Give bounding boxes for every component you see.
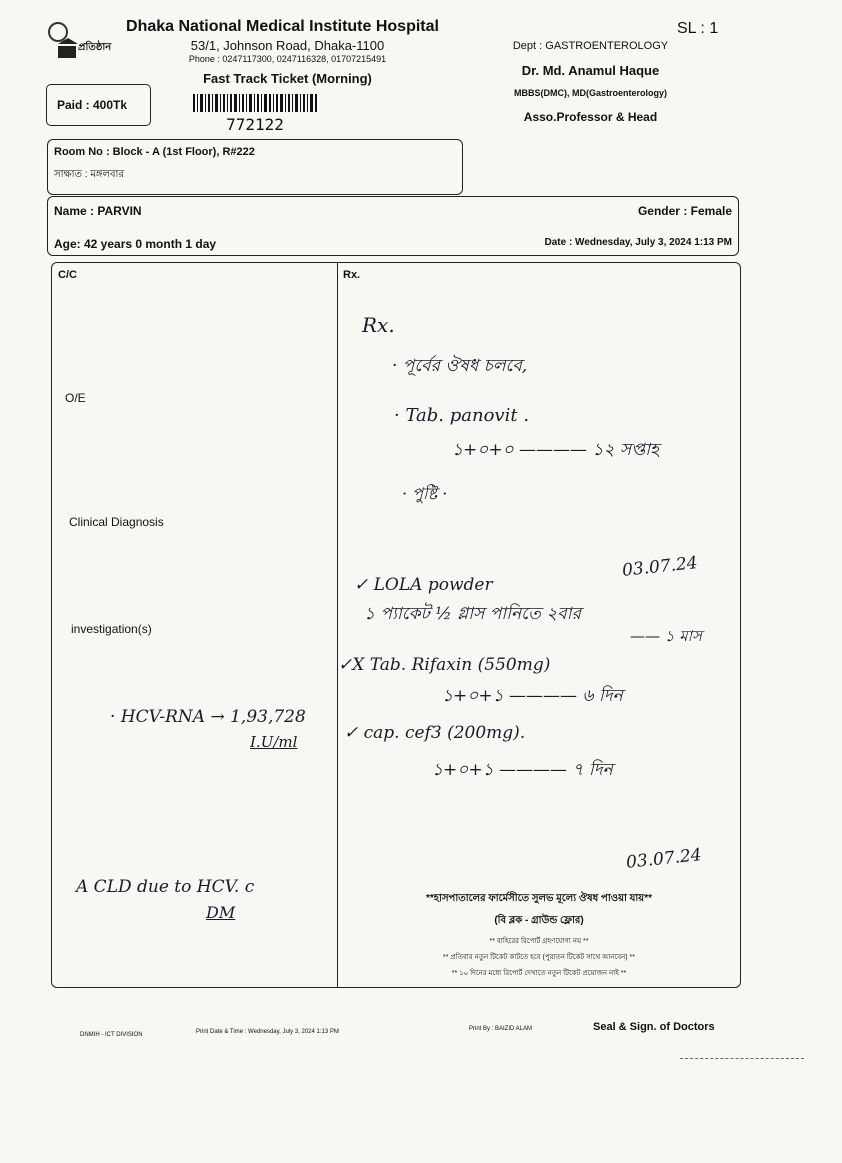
footer-division: DNMIH - ICT DIVISION (80, 1032, 143, 1038)
handwritten-rx-line: ১+০+০ ———— ১২ সপ্তাহ (452, 440, 659, 460)
handwritten-rx-line: ✓X Tab. Rifaxin (550mg) (338, 655, 551, 675)
doctor-name: Dr. Md. Anamul Haque (521, 63, 660, 78)
doctor-degrees: MBBS(DMC), MD(Gastroenterology) (514, 88, 667, 98)
handwritten-signature: 03.07.24 (625, 845, 703, 873)
visit-date: Date : Wednesday, July 3, 2024 1:13 PM (544, 237, 732, 248)
handwritten-investigation-unit: I.U/ml (250, 733, 298, 751)
handwritten-diagnosis: A CLD due to HCV. c (76, 877, 255, 897)
prescription-box (51, 262, 741, 988)
handwritten-diagnosis-dm: DM (206, 903, 236, 922)
footer-print-date: Print Date & Time : Wednesday, July 3, 2024 1:13 PM (196, 1029, 339, 1035)
doctor-designation: Asso.Professor & Head (523, 110, 658, 124)
pharmacy-notice: **হাসপাতালের ফার্মেসীতে সুলভ মূল্যে ঔষধ পাওয়া যায়** (426, 893, 652, 904)
panel-divider (337, 263, 338, 987)
oe-label: O/E (65, 391, 86, 405)
patient-gender: Gender : Female (637, 204, 732, 218)
visit-day: সাক্ষাত : মঙ্গলবার (54, 169, 124, 180)
handwritten-investigation: · HCV-RNA → 1,93,728 (110, 707, 306, 727)
handwritten-signature: 03.07.24 (621, 553, 699, 581)
patient-info-box (47, 196, 739, 256)
handwritten-rx-line: ✓ cap. cef3 (200mg). (344, 723, 526, 743)
hospital-address: 53/1, Johnson Road, Dhaka-1100 (190, 38, 385, 53)
hospital-name: Dhaka National Medical Institute Hospital (126, 18, 439, 35)
handwritten-rx-line: · পূর্বের ঔষধ চলবে, (392, 356, 528, 376)
serial-number: SL : 1 (677, 20, 719, 37)
handwritten-rx-line: · Tab. panovit . (394, 405, 530, 426)
notice-line: ** বাহিরের রিপোর্ট গ্রহণযোগ্য নয় ** (489, 938, 589, 945)
handwritten-rx-line: ১+০+১ ———— ৬ দিন (442, 686, 623, 706)
handwritten-rx-line: ✓ LOLA powder (354, 575, 493, 595)
notice-line: ** প্রতিবার নতুন টিকেট কাটতে হবে (পুরাতন টিকেট সাথে আনবেন) ** (442, 954, 636, 961)
cc-label: C/C (58, 269, 77, 281)
notice-line: ** ১০ দিনের মধ্যে রিপোর্ট দেখাতে নতুন টিকেট প্রয়োজন নাই ** (451, 970, 627, 977)
patient-name: Name : PARVIN (54, 204, 142, 218)
room-number: Room No : Block - A (1st Floor), R#222 (54, 146, 255, 158)
handwritten-rx-line: · পুষ্টি · (402, 484, 448, 503)
ticket-type: Fast Track Ticket (Morning) (203, 71, 372, 86)
clinical-diagnosis-label: Clinical Diagnosis (69, 515, 164, 529)
doctor-dept: Dept : GASTROENTEROLOGY (512, 40, 669, 52)
footer-signature-line (680, 1058, 804, 1059)
logo-text: প্রতিষ্ঠান (78, 42, 112, 53)
handwritten-rx-line: ১+০+১ ———— ৭ দিন (432, 760, 613, 780)
paid-amount: Paid : 400Tk (57, 98, 128, 112)
barcode (193, 94, 317, 112)
footer-print-by: Print By : BAIZID ALAM (469, 1026, 533, 1032)
handwritten-rx-line: —— ১ মাস (630, 627, 702, 645)
patient-age: Age: 42 years 0 month 1 day (54, 237, 217, 251)
handwritten-rx-symbol: Rx. (362, 313, 395, 337)
ticket-number: 772122 (226, 115, 284, 134)
handwritten-rx-line: ১ প্যাকেট ½ গ্লাস পানিতে ২বার (364, 604, 581, 624)
paid-box (46, 84, 151, 126)
investigations-label: investigation(s) (71, 622, 152, 636)
room-box (47, 139, 463, 195)
pharmacy-location: (বি ব্লক - গ্রাউন্ড ফ্লোর) (494, 915, 584, 926)
rx-label: Rx. (343, 269, 361, 281)
seal-and-signature-label: Seal & Sign. of Doctors (593, 1021, 715, 1033)
hospital-phone: Phone : 0247117300, 0247116328, 01707215491 (188, 54, 387, 64)
